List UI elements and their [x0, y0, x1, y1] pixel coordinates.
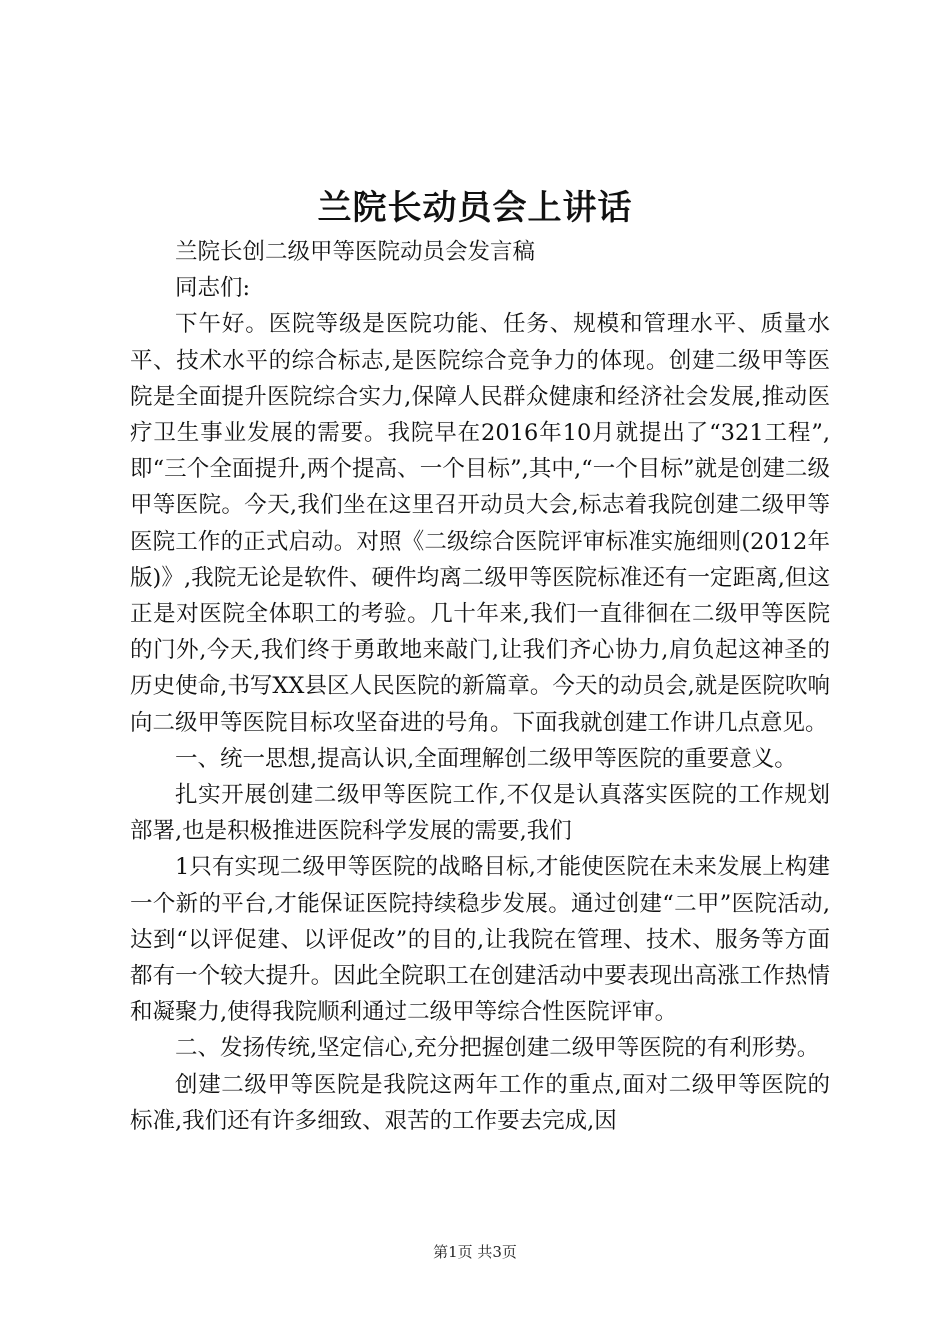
body-paragraph: 1只有实现二级甲等医院的战略目标,才能使医院在未来发展上构建一个新的平台,才能保证医院持续稳步发展。通过创建“二甲”医院活动,达到“以评促建、以评促改”的目的,让我院在管理、技术、服务等方面都有一个较大提升。因此全院职工在创建活动中要表现出高涨工作热情和凝聚力,使得我院顺利通过二级甲等综合性医院评审。 [130, 854, 830, 1026]
body-paragraph: 创建二级甲等医院是我院这两年工作的重点,面对二级甲等医院的标准,我们还有许多细致、艰苦的工作要去完成,因 [130, 1071, 830, 1134]
document-body [130, 234, 830, 1139]
document-title: 兰院长动员会上讲话 [317, 188, 633, 228]
section-heading: 二、发扬传统,坚定信心,充分把握创建二级甲等医院的有利形势。 [175, 1035, 820, 1062]
body-paragraph: 扎实开展创建二级甲等医院工作,不仅是认真落实医院的工作规划部署,也是积极推进医院科学发展的需要,我们 [130, 782, 830, 845]
section-heading: 一、统一思想,提高认识,全面理解创二级甲等医院的重要意义。 [175, 745, 797, 772]
body-paragraph: 下午好。医院等级是医院功能、任务、规模和管理水平、质量水平、技术水平的综合标志,是医院综合竞争力的体现。创建二级甲等医院是全面提升医院综合实力,保障人民群众健康和经济社会发展,推动医疗卫生事业发展的需要。我院早在2016年10月就提出了“321工程”,即“三个全面提升,两个提高、一个目标”,其中,“一个目标”就是创建二级甲等医院。今天,我们坐在这里召开动员大会,标志着我院创建二级甲等医院工作的正式启动。对照《二级综合医院评审标准实施细则(2012年版)》,我院无论是软件、硬件均离二级甲等医院标准还有一定距离,但这正是对医院全体职工的考验。几十年来,我们一直徘徊在二级甲等医院的门外,今天,我们终于勇敢地来敲门,让我们齐心协力,肩负起这神圣的历史使命,书写XX县区人民医院的新篇章。今天的动员会,就是医院吹响向二级甲等医院目标攻坚奋进的号角。下面我就创建工作讲几点意见。 [130, 311, 830, 736]
subtitle-paragraph: 兰院长创二级甲等医院动员会发言稿 [175, 239, 536, 265]
salutation-paragraph: 同志们: [175, 275, 251, 302]
page-number-footer: 第1页 共3页 [433, 1243, 517, 1261]
